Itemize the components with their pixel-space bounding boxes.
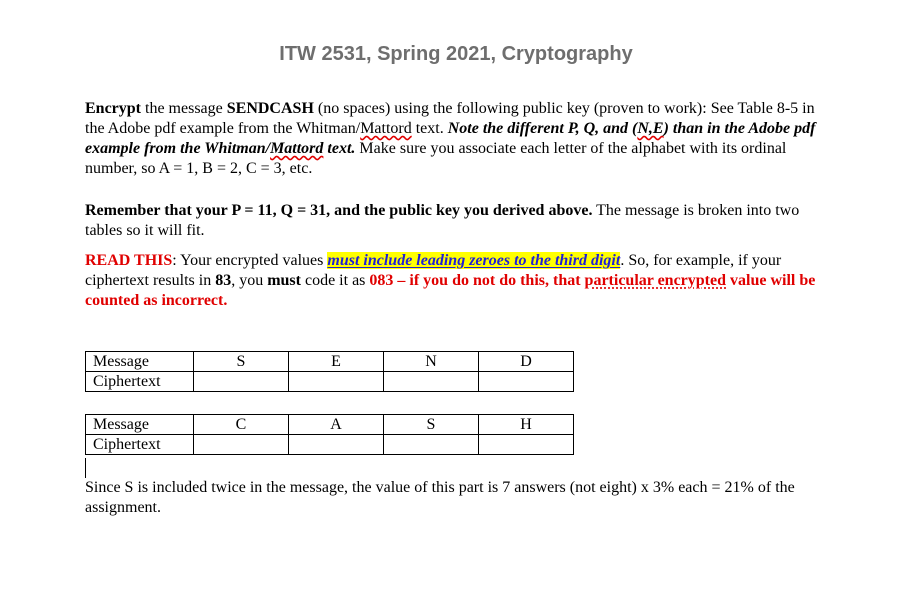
footer-paragraph: Since S is included twice in the message, the value of this part is 7 answers (not eight) x 3% each = 21% of the assignment. [85,479,795,516]
must-word: must [267,272,301,289]
letter-cell[interactable]: C [194,415,289,435]
ciphertext-cell[interactable] [384,372,479,392]
cipher-table-1 [85,351,574,392]
text-span: , you [231,272,268,289]
letter-cell[interactable]: A [289,415,384,435]
letter-cell[interactable]: H [479,415,574,435]
letter-cell[interactable]: N [384,352,479,372]
cipher-table-2 [85,414,574,455]
text-span: Note the different P, Q, and ( [447,120,638,137]
document-title: ITW 2531, Spring 2021, Cryptography [279,43,633,65]
read-this-label: READ THIS [85,252,173,269]
ciphertext-cell[interactable] [289,372,384,392]
message-label: Message [86,415,194,435]
ciphertext-cell[interactable] [479,435,574,455]
ciphertext-cell[interactable] [289,435,384,455]
text-span: ) than in the Adobe pdf example from the Whitman/ [85,120,816,157]
reminder-bold: Remember that your P = 11, Q = 31, and the public key you derived above. [85,202,593,219]
reminder-paragraph [85,201,835,241]
text-span: : Your encrypted values [172,252,328,269]
instructions-paragraph [85,99,835,179]
text-span: code it as [300,272,370,289]
letter-cell[interactable]: D [479,352,574,372]
text-span: (no spaces) using the following public key (proven to work): See Table 8-5 in the Adobe pdf example from the Whitman/ [85,100,815,137]
text-span: The message is broken into two tables so it will fit. [85,202,800,239]
highlight-text: must include leading zeroes to the third digit [327,252,621,269]
letter-cell[interactable]: S [384,415,479,435]
ciphertext-cell[interactable] [479,372,574,392]
warning-paragraph [85,251,835,311]
text-span: text. [411,120,448,137]
table-row [86,435,574,455]
ciphertext-label: Ciphertext [86,372,194,392]
ciphertext-label: Ciphertext [86,435,194,455]
text-span: . So, for example, if your ciphertext results in [85,252,782,289]
message-word: SENDCASH [226,100,314,117]
text-span: value will be counted as incorrect. [85,272,816,309]
letter-cell[interactable]: S [194,352,289,372]
spellcheck-word[interactable]: Mattord [270,140,324,157]
text-span: the message [141,100,227,117]
text-cursor [85,458,86,478]
ciphertext-cell[interactable] [194,435,289,455]
example-number: 83 [215,272,232,289]
table-row [86,415,574,435]
spellcheck-word[interactable]: N,E [637,120,664,137]
message-label: Message [86,352,194,372]
table-row [86,372,574,392]
spellcheck-word[interactable]: Mattord [360,120,412,137]
text-span: Make sure you associate each letter of the alphabet with its ordinal number, so A = 1, B = 2, C = 3, etc. [85,140,787,177]
ciphertext-cell[interactable] [194,372,289,392]
table-row [86,352,574,372]
encrypt-word: Encrypt [85,100,141,117]
grammar-flag[interactable]: particular encrypted [584,272,727,289]
text-span: 083 – if you do not do this, that [369,272,585,289]
text-span: text. [323,140,356,157]
letter-cell[interactable]: E [289,352,384,372]
ciphertext-cell[interactable] [384,435,479,455]
